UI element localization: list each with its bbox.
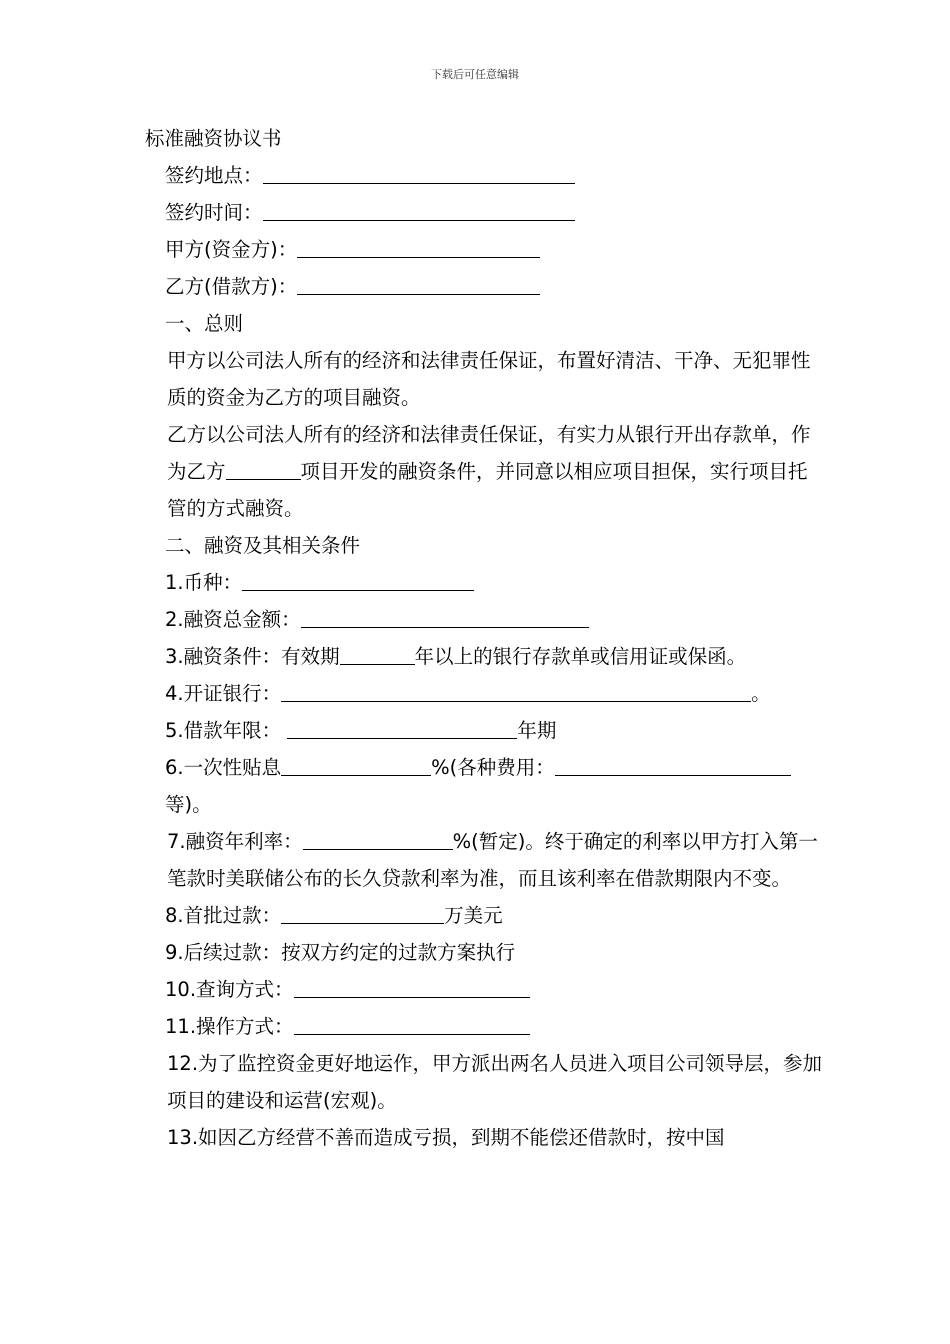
item-discount-interest — [145, 749, 825, 823]
item-issuing-bank-end: 。 — [751, 682, 771, 705]
party-b-label: 乙方(借款方)： — [165, 275, 298, 298]
party-a-label: 甲方(资金方)： — [165, 238, 298, 261]
fees-blank-tail — [777, 756, 791, 776]
item-operation-method — [145, 1008, 825, 1045]
discount-interest-blank — [281, 756, 431, 776]
item-annual-rate — [145, 823, 825, 897]
item-loan-term-unit: 年期 — [517, 719, 557, 742]
party-a-row — [145, 231, 825, 268]
item-inquiry-method — [145, 971, 825, 1008]
paragraph-party-b-part2: 项目开发的融资条件，并同意以相应项目担保，实行项目托管的方式融资。 — [167, 460, 808, 520]
annual-rate-blank — [303, 830, 453, 850]
loan-term-blank — [287, 719, 517, 739]
sign-place-label: 签约地点： — [165, 164, 263, 187]
inquiry-method-blank — [294, 978, 530, 998]
item-monitoring: 12.为了监控资金更好地运作，甲方派出两名人员进入项目公司领导层，参加项目的建设和运营(宏观)。 — [167, 1052, 823, 1112]
document-body — [145, 120, 825, 1156]
item-operation-method-label: 11.操作方式： — [165, 1015, 294, 1038]
item-loan-term — [145, 712, 825, 749]
operation-method-blank — [294, 1015, 530, 1035]
item-first-transfer-unit: 万美元 — [444, 904, 503, 927]
issuing-bank-blank — [281, 682, 751, 702]
item-total-amount-label: 2.融资总金额： — [165, 608, 301, 631]
sign-time-row — [145, 194, 825, 231]
sign-time-label: 签约时间： — [165, 201, 263, 224]
paragraph-party-b-part1: 乙方以公司法人所有的经济和法律责任保证，有实力从银行开出存款单，作为乙方 — [167, 423, 811, 483]
first-transfer-blank — [281, 904, 444, 924]
party-b-blank — [297, 275, 540, 295]
section-heading-conditions: 二、融资及其相关条件 — [165, 534, 361, 557]
total-amount-blank — [301, 608, 589, 628]
item-inquiry-method-label: 10.查询方式： — [165, 978, 294, 1001]
section-heading-general: 一、总则 — [165, 312, 244, 335]
validity-years-blank — [340, 645, 415, 665]
item-loss: 13.如因乙方经营不善而造成亏损，到期不能偿还借款时，按中国 — [167, 1126, 725, 1149]
paragraph-party-a: 甲方以公司法人所有的经济和法律责任保证，布置好清洁、干净、无犯罪性质的资金为乙方的项目融资。 — [167, 349, 811, 409]
item-annual-rate-text: %(暂定)。终于确定的利率以甲方打入第一笔款时美联储公布的长久贷款利率为准，而且该利率在借款期限内不变。 — [167, 830, 818, 890]
item-first-transfer-label: 8.首批过款： — [165, 904, 282, 927]
sign-place-blank — [263, 164, 575, 184]
party-b-row — [145, 268, 825, 305]
item-financing-conditions-part1: 3.融资条件：有效期 — [165, 645, 340, 668]
item-issuing-bank — [145, 675, 825, 712]
item-financing-conditions — [145, 638, 825, 675]
item-total-amount — [145, 601, 825, 638]
item-currency — [145, 564, 825, 601]
item-issuing-bank-label: 4.开证银行： — [165, 682, 282, 705]
currency-blank — [242, 571, 474, 591]
item-subsequent-transfer: 9.后续过款：按双方约定的过款方案执行 — [165, 941, 516, 964]
page-header: 下载后可任意编辑 — [431, 68, 519, 81]
item-discount-interest-label: 6.一次性贴息 — [165, 756, 282, 779]
item-discount-interest-end: 等)。 — [165, 793, 212, 816]
paragraph-party-b — [145, 416, 825, 527]
party-a-blank — [297, 238, 540, 258]
sign-time-blank — [263, 201, 575, 221]
item-financing-conditions-part2: 年以上的银行存款单或信用证或保函。 — [414, 645, 747, 668]
item-discount-interest-fees: %(各种费用： — [431, 756, 555, 779]
document-title: 标准融资协议书 — [145, 127, 282, 150]
sign-place-row — [145, 157, 825, 194]
item-loan-term-label: 5.借款年限： — [165, 719, 282, 742]
project-name-blank — [226, 460, 301, 480]
fees-blank — [555, 756, 777, 776]
item-first-transfer — [145, 897, 825, 934]
item-annual-rate-label: 7.融资年利率： — [167, 830, 303, 853]
item-currency-label: 1.币种： — [165, 571, 243, 594]
